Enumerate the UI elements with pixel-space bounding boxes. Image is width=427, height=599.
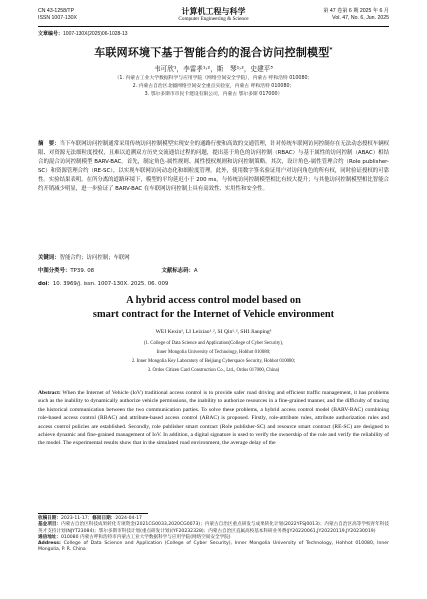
issn-number: ISSN 1007-130X bbox=[38, 15, 77, 21]
cn-number: CN 43-1258/TP bbox=[38, 8, 75, 14]
revised-label: 修回日期： bbox=[92, 516, 116, 521]
footnote-address bbox=[38, 541, 389, 554]
footnote-fund bbox=[38, 522, 389, 535]
title-chinese-text: 车联网环境下基于智能合约的混合访问控制模型 bbox=[94, 46, 330, 59]
affiliation-cn-3: 3. 鄂尔多斯市市民卡建设有限公司，内蒙古 鄂尔多斯 017000） bbox=[144, 92, 283, 97]
doc-code-label: 文献标志码： bbox=[161, 268, 194, 274]
clc-value: TP39. 08 bbox=[70, 268, 95, 274]
fund-label: 基金项目： bbox=[38, 522, 62, 528]
affiliation-en-2: Inner Mongolia University of Technology, Hohhot 010080; bbox=[156, 350, 271, 355]
doi-label: doi： bbox=[38, 281, 53, 287]
authors-english: WEI Kexin¹, LI Leixiao¹˒², SI Qin¹˒², SHI Jianping³ bbox=[155, 329, 272, 335]
address-label: Address: bbox=[38, 541, 61, 547]
authors-chinese: 韦可欣¹，李雷孝¹˒²，斯 琴¹˒²，史建平³ bbox=[154, 65, 273, 73]
doi-row bbox=[38, 279, 389, 287]
article-number-label: 文章编号： bbox=[38, 31, 64, 37]
clc-label: 中图分类号： bbox=[38, 268, 71, 274]
title-english-line2: smart contract for the Internet of Vehicle environment bbox=[92, 309, 335, 320]
doc-code-value: A bbox=[193, 268, 198, 274]
abstract-en-text: When the Internet of Vehicle (IoV) traditional access control is to provide safer road driving and efficient traffic management, it has problems such as the inability to dynamically authorize vehicle permissions, the inability to authorize resources in a fine-grained manner, and the difficulty of tracing the historical communication between the two communication parties. To solve these problems, a hybrid access control model (BARV-BAC) combining role-based access control (RBAC) and attribute-based access control (ABAC) is proposed. Firstly, role-attribute rules, attribute authorization rules and access control policies are established. Secondly, role publisher smart contract (Role publisher-SC) and resource smart contract (RE-SC) are designed to achieve dynamic and fine-grained management of IoV. In addition, a digital signature is used to verify the ownership of the role and verify the reliability of the model. The experimental results show that in the simulated road environment, the average delay of the bbox=[38, 390, 389, 447]
header-right bbox=[323, 8, 389, 22]
received-value: 2023-11-17； bbox=[60, 516, 93, 521]
footnote-block bbox=[38, 516, 389, 554]
fund-value: 内蒙古自治区科技成果转化专项资金(2021CG0033,2020CG0073)；内蒙古自治区重点研发与成果转化计划(2022YFSJ0013)；内蒙古自治区高等学校青年科技英才支持计划(NJYT23084)；鄂尔多斯市科技计划(重点研发计划)(YF20232328)；内蒙古自治区直属高校基本科研业务费(JY20220061,JY20220119,JY20230019) bbox=[38, 522, 389, 534]
affiliation-en-1: (1. College of Data Science and Application(College of Cyber Security), bbox=[143, 341, 284, 346]
journal-subtitle: Computer Engineering & Science bbox=[178, 16, 249, 22]
title-chinese bbox=[38, 44, 389, 60]
title-english bbox=[38, 294, 389, 322]
abstract-cn-label: 摘 要： bbox=[38, 141, 60, 147]
doi-value: 10. 3969/j. issn. 1007-130X. 2025. 06. 009 bbox=[52, 281, 169, 287]
contact-value: 010080 内蒙古呼和浩特市内蒙古工业大学数据科学与应用学院(网络空间安全学院) bbox=[60, 534, 231, 540]
article-number bbox=[38, 30, 128, 37]
article-number-value: 1007-130X(2025)06-1028-13 bbox=[63, 31, 128, 37]
classification-row bbox=[38, 266, 389, 274]
affiliation-cn-2: 2. 内蒙古自治区北疆网络空间安全重点实验室，内蒙古 呼和浩特 010080； bbox=[132, 84, 295, 89]
title-english-line1: A hybrid access control model based on bbox=[126, 295, 301, 306]
keywords-label: 关键词： bbox=[38, 255, 60, 261]
abstract-english bbox=[38, 389, 389, 448]
issue-en: Vol. 47, No. 6, Jun. 2025 bbox=[332, 15, 389, 21]
address-value: College of Data Science and Application (College of Cyber Security), Inner Mongolia University of Technology, Hohhot 010080, Inner Mongolia, P. R. China bbox=[38, 541, 389, 553]
abstract-en-label: Abstract: bbox=[38, 390, 61, 396]
abstract-cn-text: 当下车联网访问控制通常采用传统访问控制模型实现安全的通路行驶和高效的交通管理，针对传统车联网访问控制存在无法动态授权车辆权限、对资源无法细粒度授权，且难以追溯双方历史交流通信过程的问题，提出基于角色的访问控制（RBAC）与基于属性的访问控制（ABAC）相结合的混合访问控制模型 BARV-BAC。首先，制定角色-属性规则、属性授权规则和访问控制策略。其次，设计角色-属性管理合约（Role publisher-SC）和资源管理合约（RE-SC），以实现车联网访问动态化和细粒度管理。此外，使用数字签名验证用户对访问角色的所有权，同时验证授权的可靠性。实验结果表明，在所分离的道路环境下，模型的平均延迟小于 200 ms，与传统访问控制模型相比有较大提升；与其他访问控制模型相比智能合约开销减少明显，进一步验证了 BARV-BAC 在车联网访问控制上具有高效性、实用性和安全性。 bbox=[38, 141, 389, 193]
received-label: 收稿日期： bbox=[38, 516, 61, 521]
keywords-row bbox=[38, 253, 389, 261]
affiliation-cn-1: （1. 内蒙古工业大学数据科学与应用学院（网络空间安全学院），内蒙古 呼和浩特 010080； bbox=[114, 76, 313, 81]
issue-cn: 第 47 卷第 6 期 2025 年 6 月 bbox=[323, 8, 389, 14]
affiliation-en-3: 2. Inner Mongolia Key Laboratory of Beijiang Cyberspace Security, Hohhot 010080; bbox=[131, 359, 296, 364]
journal-header bbox=[38, 6, 389, 32]
contact-label: 通信地址： bbox=[38, 534, 61, 540]
footnote-rule bbox=[38, 513, 148, 514]
affiliation-en-4: 3. Ordos Citizen Card Construction Co., Ltd., Ordos 017000, China) bbox=[147, 368, 280, 373]
title-footnote-mark: * bbox=[329, 46, 333, 54]
abstract-chinese bbox=[38, 140, 389, 195]
header-rule bbox=[38, 26, 389, 27]
journal-title: 计算机工程与科学 bbox=[181, 6, 246, 16]
revised-value: 2024-04-17 bbox=[115, 516, 142, 521]
keywords-value: 智能合约；访问控制；车联网 bbox=[59, 255, 130, 261]
